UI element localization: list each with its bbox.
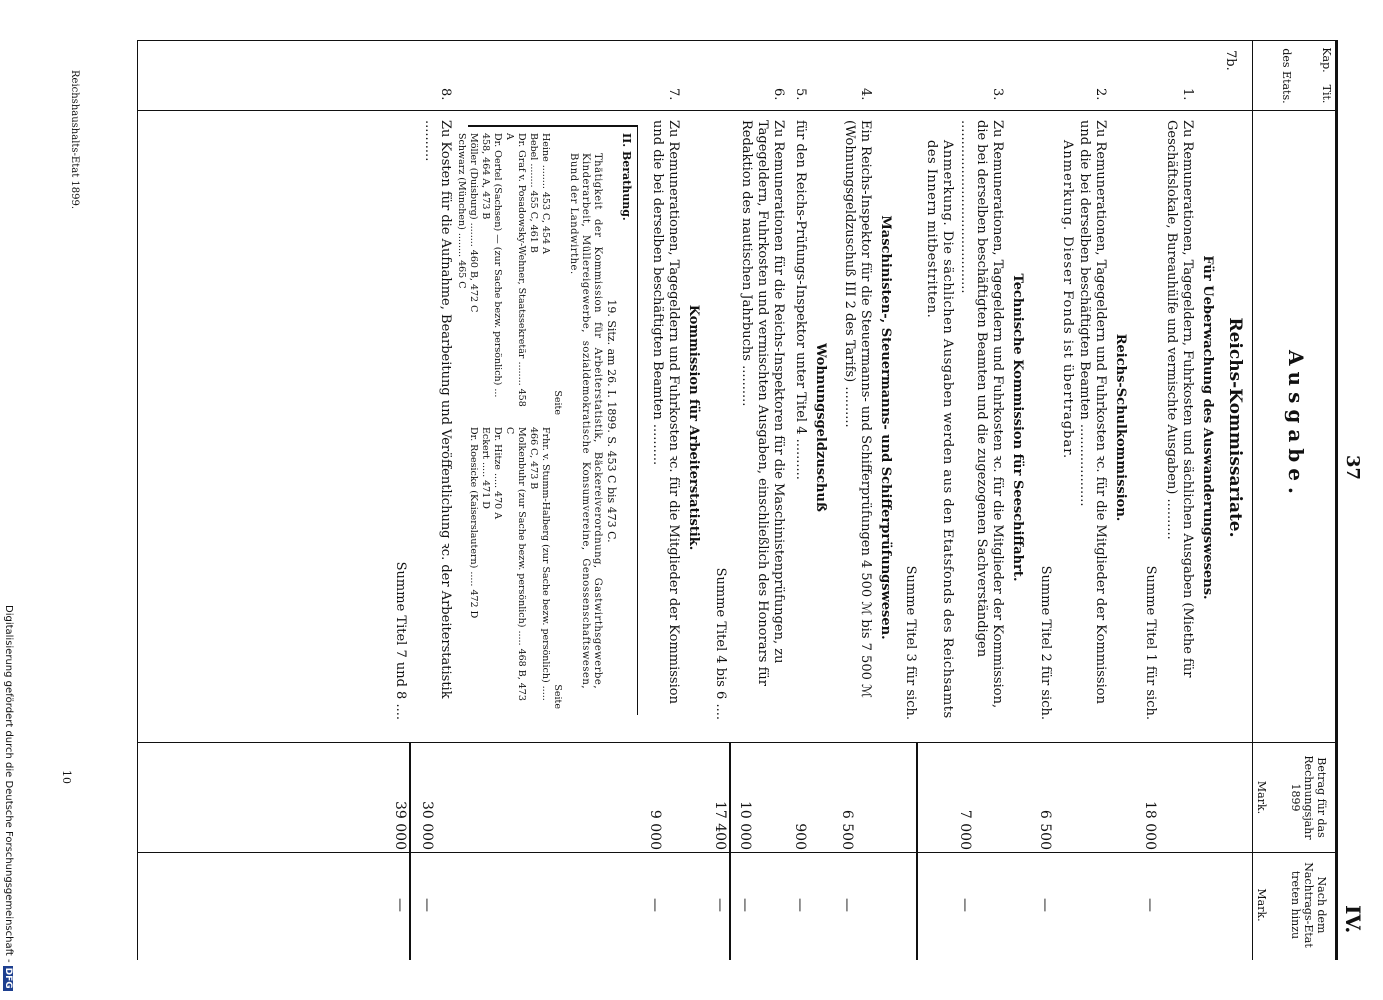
speaker-entry: Möller (Duisburg) ........ 460 B, 472 C — [468, 133, 479, 313]
row-8-amount: 30 000 — [419, 801, 435, 850]
col-kap: Kap. — [1320, 47, 1333, 73]
row-8-sum-amount: 39 000 — [392, 801, 408, 850]
row-2-amount: 6 500 — [1037, 809, 1053, 850]
row-5-amount: 900 — [792, 823, 808, 850]
row-2-text: Zu Remunerationen, Tagegeldern und Fuhrkosten ꝛc. für die Mitglieder der Kommission und die bei derselben beschäftigten Beamten .................... — [1077, 120, 1108, 704]
bottom-rule — [137, 40, 138, 960]
beratung-topic: Thätigkeit der Kommission für Arbeiterstatistik, Bäckereiverordnung, Gastwirthsgewerbe, Kinderarbeit, Müllereigewerbe, sozialdemokratische Konsumvereine, Genossenschaftswesen, Bund der Landwirthe. — [568, 153, 603, 689]
tit-6: 6. — [771, 88, 786, 101]
row-1-extra: — — [1142, 898, 1158, 912]
col-betrag: Betrag für das Rechnungsjahr 1899 — [1289, 755, 1328, 840]
row-8-extra: — — [419, 898, 435, 912]
row-7-amount: 9 000 — [647, 809, 663, 850]
speaker-entry: Frhr. v. Stumm-Halberg (zur Sache bezw. persönlich) ..... 466 C, 473 B — [528, 427, 551, 701]
row-6-sum: Summe Titel 4 bis 6 .... — [713, 567, 728, 720]
section-arbeiter: Kommission für Arbeiterstatistik. — [686, 304, 701, 551]
row-3-extra: — — [957, 898, 973, 912]
dfg-logo: DFG — [3, 967, 13, 989]
section-wohnung: Wohnungsgeldzuschuß — [813, 343, 828, 512]
speaker-entry: Bebel ........ 455 C, 461 B — [528, 133, 539, 253]
row-7-extra: — — [647, 898, 663, 912]
row-2-extra: — — [1037, 898, 1053, 912]
rule-8 — [409, 742, 411, 960]
digitization-credit — [3, 605, 14, 991]
row-1-text: Zu Remunerationen, Tagegeldern, Fuhrkosten und sächlichen Ausgaben (Miethe für Geschäftslokale, Bureauhülfe und vermischte Ausgaben) .......... — [1164, 120, 1195, 678]
section-number: IV. — [1341, 905, 1365, 934]
col-mark-1: Mark. — [1255, 780, 1268, 815]
beratung-right-list — [455, 427, 563, 709]
row-6-amount: 10 000 — [737, 801, 753, 850]
seite-label-right: Seite — [552, 684, 563, 709]
speaker-entry: Molkenbuhr (zur Sache bezw. persönlich) ..... 468 B, 473 C — [504, 427, 527, 701]
speaker-entry: Dr. Graf v. Posadowsky-Wehner, Staatssekretär ........ 458 A — [504, 133, 527, 407]
row-8-text: Zu Kosten für die Aufnahme, Bearbeitung und Veröffentlichung ꝛc. der Arbeiterstatistik .......... — [422, 120, 453, 699]
beratung-session: 19. Sitz. am 26. I. 1899. S. 453 C bis 473 C. — [605, 299, 618, 543]
tit-3: 3. — [990, 88, 1005, 101]
section-maschinisten: Maschinisten-, Steuermanns- und Schifferprüfungswesen. — [878, 215, 893, 640]
beratung-box — [456, 125, 638, 715]
row-6-text: Zu Remunerationen für die Reichs-Inspektoren für die Maschinistenprüfungen, zu Tagegeldern, Fuhrkosten und vermischten Ausgaben, einschließlich des Honorars für Redaktion des nautischen Jahrbuchs .......... — [739, 120, 786, 686]
row-1-amount: 18 000 — [1142, 801, 1158, 850]
speaker-entry: Schwarz (München) ........ 465 C — [456, 133, 467, 289]
seite-label-left: Seite — [552, 390, 563, 415]
row-5-extra: — — [792, 898, 808, 912]
col-nachtrag: Nach dem Nachtrags-Etat treten hinzu — [1289, 862, 1328, 948]
col-divider-1 — [138, 110, 1338, 111]
tit-7: 7. — [666, 88, 681, 101]
page-number: 37 — [1342, 455, 1363, 481]
running-footer: Reichshaushalts-Etat 1899. — [69, 70, 80, 210]
row-3-note: Anmerkung. Die sächlichen Ausgaben werden aus den Etatsfonds des Reichsamts des Innern mitbestritten. — [924, 140, 955, 719]
rule-3 — [916, 742, 918, 960]
digitization-note: Digitalisierung gefördert durch die Deutsche Forschungsgemeinschaft - — [3, 605, 14, 963]
header-rule — [1252, 40, 1253, 960]
speaker-entry: Eckert ..... 471 D — [480, 427, 491, 509]
row-3-text: Zu Remunerationen, Tagegeldern und Fuhrkosten ꝛc. für die Mitglieder der Kommission, die bei derselben beschäftigten Beamten und die zugezogenen Sachverständigen .......................................... — [958, 120, 1005, 709]
left-frame — [138, 40, 1338, 41]
tit-4: 4. — [858, 88, 873, 101]
row-6-sum-extra: — — [712, 898, 728, 912]
tit-2: 2. — [1093, 88, 1108, 101]
top-rule — [1335, 40, 1338, 960]
row-4-text: Ein Reichs-Inspektor für die Steuermanns- und Schifferprüfungen 4 500 ℳ bis 7 500 ℳ (Wohnungsgeldzuschuß III 2 des Tarifs) .......... — [842, 120, 873, 698]
main-title: Reichs-Kommissariate. — [1225, 317, 1245, 538]
tit-5: 5. — [793, 88, 808, 101]
speaker-entry: Heine ........ 453 C, 454 A — [540, 133, 551, 255]
kap-number: 7b. — [1223, 50, 1238, 71]
row-3-amount: 7 000 — [957, 809, 973, 850]
row-2-sum: Summe Titel 2 für sich. — [1038, 565, 1053, 720]
row-1-sum: Summe Titel 1 für sich. — [1143, 565, 1158, 720]
row-8-sum-extra: — — [392, 898, 408, 912]
col-des-etats: des Etats. — [1280, 48, 1293, 104]
row-6-extra: — — [737, 898, 753, 912]
section-schul: Reichs-Schulkommission. — [1113, 333, 1128, 522]
section-auswanderung: Für Ueberwachung des Auswanderungswesens. — [1200, 255, 1215, 600]
speaker-entry: Dr. Roesicke (Kaiserslautern) ..... 472 D — [468, 427, 479, 619]
tit-8: 8. — [438, 88, 453, 101]
row-3-sum: Summe Titel 3 für sich. — [903, 565, 918, 720]
row-4-extra: — — [839, 898, 855, 912]
heading-ausgabe: Ausgabe. — [1284, 350, 1308, 500]
speaker-entry: Dr. Oertel (Sachsen) — (zur Sache bezw. persönlich) ... 458, 464 A, 473 B — [480, 133, 503, 398]
speaker-entry: Dr. Hitze ..... 470 A — [492, 427, 503, 520]
col-mark-2: Mark. — [1255, 888, 1268, 922]
beratung-left-list — [455, 133, 563, 415]
col-tit: Tit. — [1320, 84, 1333, 104]
row-4-amount: 6 500 — [839, 809, 855, 850]
row-8-sum: Summe Titel 7 und 8 .... — [393, 561, 408, 720]
row-7-text: Zu Remunerationen, Tagegeldern und Fuhrkosten ꝛc. für die Mitglieder der Kommission und die bei derselben beschäftigten Beamten .......... — [650, 120, 681, 704]
footer-page: 10 — [60, 770, 73, 784]
row-5-text: für den Reichs-Prüfungs-Inspektor unter Titel 4 .......... — [793, 120, 808, 480]
row-6-sum-amount: 17 400 — [712, 801, 728, 850]
beratung-heading: II. Berathung. — [620, 133, 633, 221]
rule-6 — [729, 742, 731, 960]
row-2-note: Anmerkung. Dieser Fonds ist übertragbar. — [1060, 140, 1075, 460]
tit-1: 1. — [1180, 88, 1195, 101]
section-seeschiff: Technische Kommission für Seeschiffahrt. — [1010, 273, 1025, 582]
